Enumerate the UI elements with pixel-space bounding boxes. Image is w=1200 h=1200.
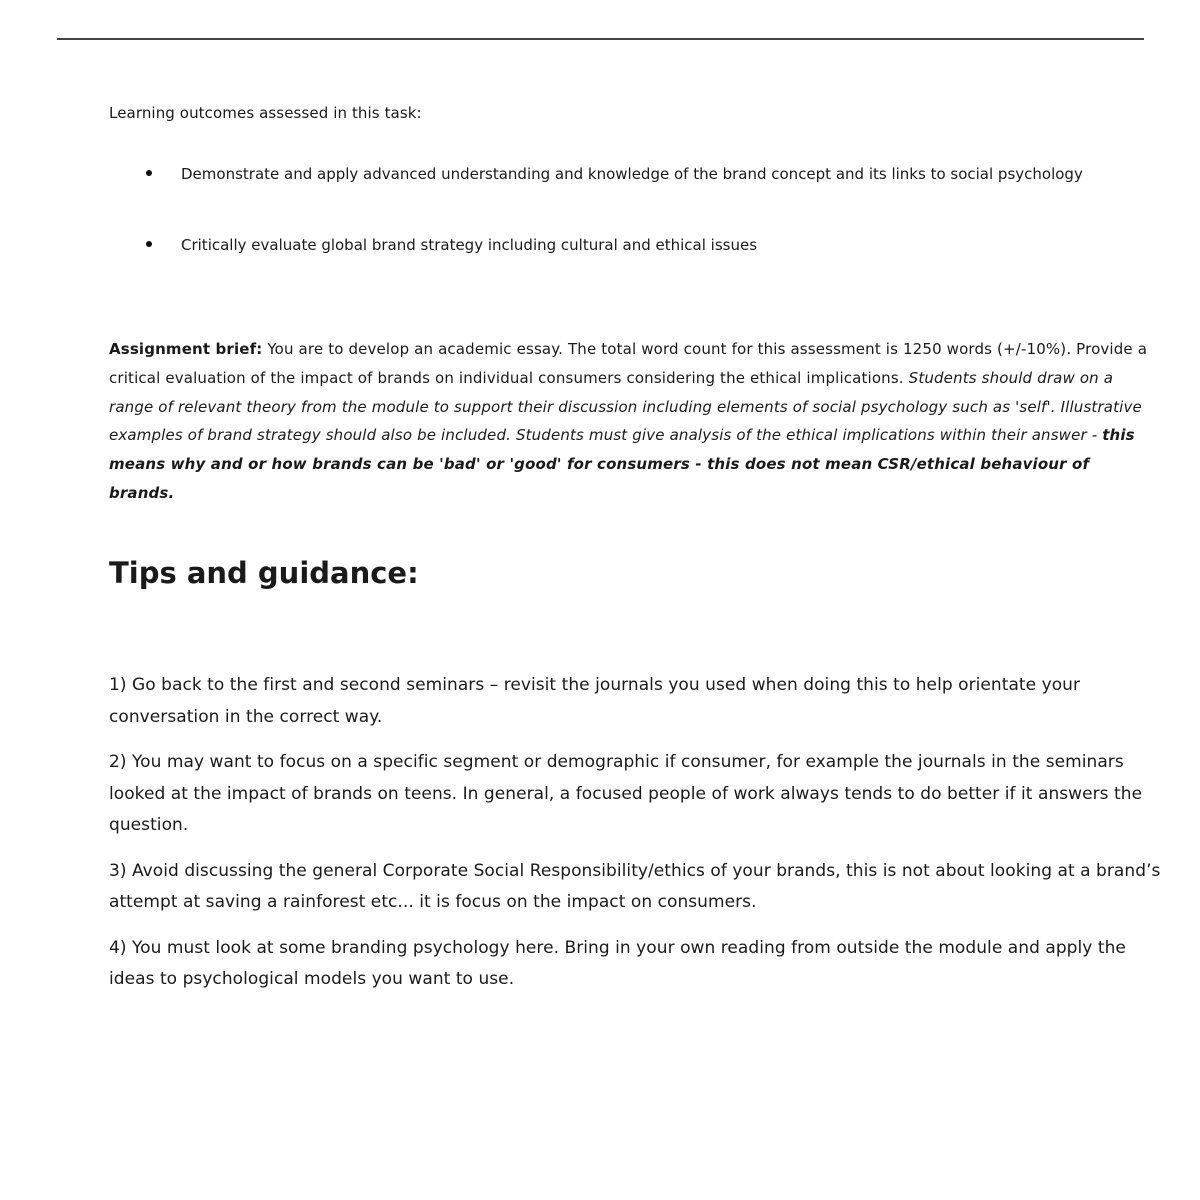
tip-item: 1) Go back to the first and second seminars – revisit the journals you used when doing this to help orientate your conversation in the correct way. bbox=[109, 675, 1081, 727]
assignment-brief bbox=[109, 335, 1157, 508]
tip-item: 2) You may want to focus on a specific segment or demographic if consumer, for example the journals in the seminars looked at the impact of brands on teens. In general, a focused people of work always tends to do better if it answers the question. bbox=[109, 752, 1143, 835]
assignment-brief-italic-text: Students should draw on a range of relevant theory from the module to support their discussion including elements of social psychology such as 'self'. Illustrative examples of brand strategy should also be included. Students must give analysis of the ethical implications within their answer - bbox=[109, 368, 1142, 445]
tip-item: 3) Avoid discussing the general Corporate Social Responsibility/ethics of your brands, this is not about looking at a brand’s attempt at saving a rainforest etc... it is focus on the impact on consumers. bbox=[109, 860, 1161, 912]
bullet-icon bbox=[146, 241, 152, 247]
tips-list bbox=[109, 670, 1161, 1010]
tip-item: 4) You must look at some branding psychology here. Bring in your own reading from outside the module and apply the ideas to psychological models you want to use. bbox=[109, 937, 1126, 989]
learning-outcome-item bbox=[109, 231, 1159, 260]
learning-outcome-item bbox=[109, 160, 1159, 189]
learning-outcomes-heading: Learning outcomes assessed in this task: bbox=[109, 104, 422, 122]
header-rule bbox=[57, 38, 1144, 40]
assignment-brief-text: You are to develop an academic essay. The total word count for this assessment is 1250 words (+/-10%). Provide a critical evaluation of the impact of brands on individual consumers considering the ethical implications. bbox=[109, 340, 1148, 387]
bullet-icon bbox=[146, 170, 152, 176]
learning-outcome-text: Critically evaluate global brand strategy including cultural and ethical issues bbox=[181, 236, 758, 254]
tips-heading: Tips and guidance: bbox=[109, 556, 419, 590]
learning-outcome-text: Demonstrate and apply advanced understanding and knowledge of the brand concept and its links to social psychology bbox=[181, 165, 1083, 183]
assignment-brief-emphasis-text: this means why and or how brands can be 'bad' or 'good' for consumers - this does not mean CSR/ethical behaviour of brands. bbox=[109, 426, 1135, 502]
assignment-brief-label: Assignment brief: bbox=[109, 340, 263, 358]
learning-outcomes-list bbox=[109, 160, 1159, 260]
